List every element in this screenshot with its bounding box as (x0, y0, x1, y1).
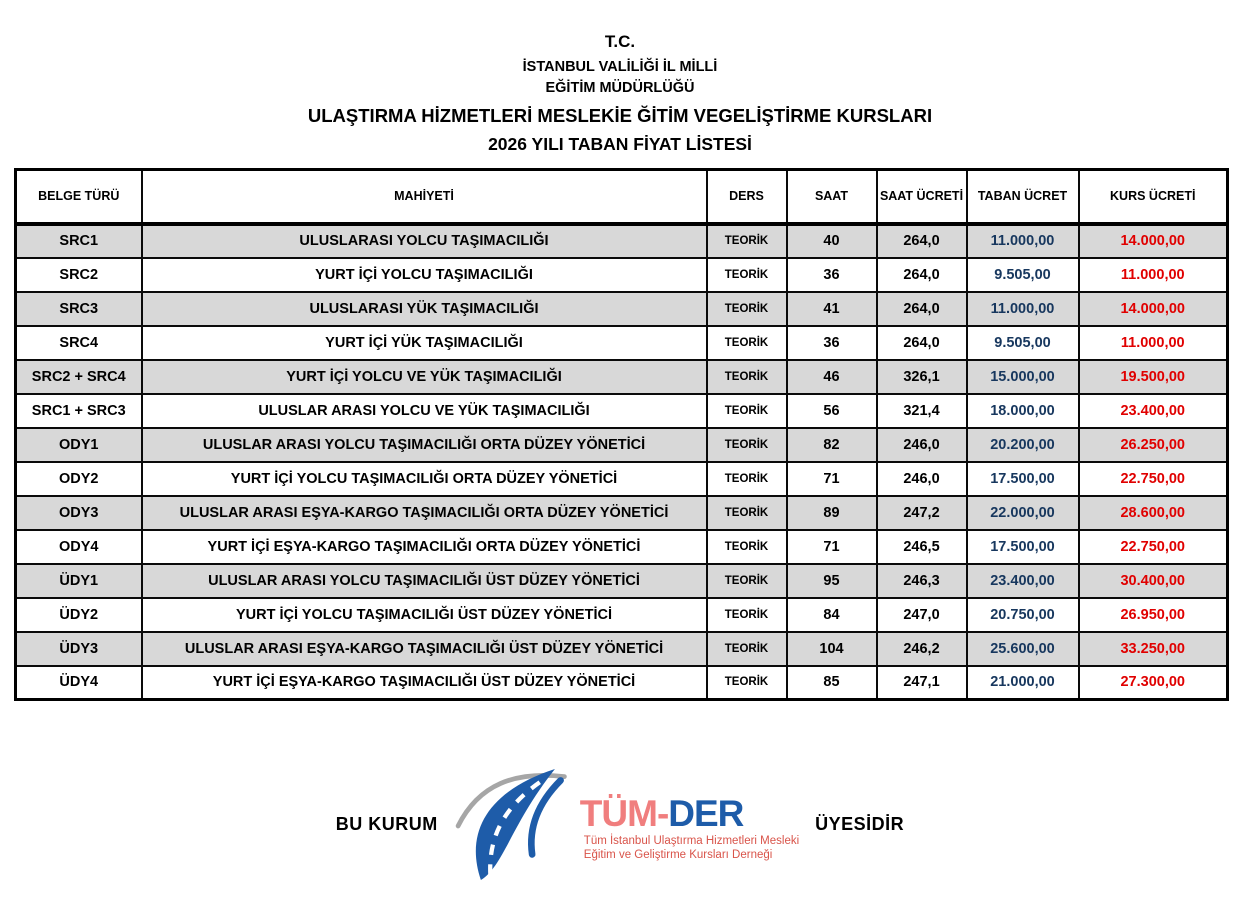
cell-saat: 95 (787, 564, 877, 598)
table-row-SRC1 (16, 224, 1228, 258)
cell-ders: TEORİK (707, 326, 787, 360)
cell-belge: SRC1 (16, 224, 142, 258)
cell-belge: SRC1 + SRC3 (16, 394, 142, 428)
cell-belge: ODY4 (16, 530, 142, 564)
cell-mahiyet: YURT İÇİ YOLCU VE YÜK TAŞIMACILIĞI (142, 360, 707, 394)
cell-belge: ÜDY3 (16, 632, 142, 666)
table-row-ODY4 (16, 530, 1228, 564)
cell-belge: ÜDY4 (16, 666, 142, 700)
table-row-SRC4 (16, 326, 1228, 360)
cell-kurs: 22.750,00 (1079, 530, 1228, 564)
cell-kurs: 30.400,00 (1079, 564, 1228, 598)
cell-taban: 25.600,00 (967, 632, 1079, 666)
cell-saat: 40 (787, 224, 877, 258)
cell-ders: TEORİK (707, 224, 787, 258)
cell-ders: TEORİK (707, 564, 787, 598)
curved-road-icon (454, 769, 578, 881)
cell-belge: SRC4 (16, 326, 142, 360)
cell-mahiyet: YURT İÇİ YOLCU TAŞIMACILIĞI ÜST DÜZEY YÖNETİCİ (142, 598, 707, 632)
cell-saat-ucreti: 247,0 (877, 598, 967, 632)
cell-kurs: 27.300,00 (1079, 666, 1228, 700)
column-header-2: DERS (707, 170, 787, 224)
cell-saat: 84 (787, 598, 877, 632)
table-row-ÜDY2 (16, 598, 1228, 632)
cell-saat-ucreti: 246,5 (877, 530, 967, 564)
cell-saat-ucreti: 264,0 (877, 326, 967, 360)
table-row-SRC2+SRC4 (16, 360, 1228, 394)
tumder-logo (454, 769, 799, 881)
cell-saat: 46 (787, 360, 877, 394)
cell-mahiyet: YURT İÇİ EŞYA-KARGO TAŞIMACILIĞI ORTA DÜZEY YÖNETİCİ (142, 530, 707, 564)
membership-footer (0, 762, 1240, 887)
heading-tc: T.C. (604, 32, 636, 51)
cell-taban: 17.500,00 (967, 530, 1079, 564)
cell-saat-ucreti: 247,1 (877, 666, 967, 700)
cell-taban: 20.200,00 (967, 428, 1079, 462)
tumder-subtitle (584, 834, 799, 863)
cell-ders: TEORİK (707, 496, 787, 530)
cell-kurs: 19.500,00 (1079, 360, 1228, 394)
cell-kurs: 14.000,00 (1079, 224, 1228, 258)
column-header-1: MAHİYETİ (142, 170, 707, 224)
cell-mahiyet: ULUSLAR ARASI YOLCU TAŞIMACILIĞI ORTA DÜZEY YÖNETİCİ (142, 428, 707, 462)
cell-saat-ucreti: 264,0 (877, 258, 967, 292)
brand-part-tum: TÜM- (579, 792, 669, 834)
cell-mahiyet: ULUSLARASI YÜK TAŞIMACILIĞI (142, 292, 707, 326)
cell-saat: 41 (787, 292, 877, 326)
cell-kurs: 11.000,00 (1079, 258, 1228, 292)
brand-part-der: DER (668, 792, 744, 834)
cell-saat-ucreti: 246,2 (877, 632, 967, 666)
cell-belge: ÜDY2 (16, 598, 142, 632)
heading-valilik: İSTANBUL VALİLİĞİ İL MİLLİ (522, 58, 718, 75)
tumder-brand (579, 792, 799, 834)
cell-belge: ODY3 (16, 496, 142, 530)
column-header-6: KURS ÜCRETİ (1079, 170, 1228, 224)
cell-kurs: 11.000,00 (1079, 326, 1228, 360)
cell-kurs: 28.600,00 (1079, 496, 1228, 530)
cell-saat: 89 (787, 496, 877, 530)
cell-taban: 11.000,00 (967, 292, 1079, 326)
table-row-SRC1+SRC3 (16, 394, 1228, 428)
cell-belge: SRC3 (16, 292, 142, 326)
cell-mahiyet: YURT İÇİ YÜK TAŞIMACILIĞI (142, 326, 707, 360)
cell-saat-ucreti: 247,2 (877, 496, 967, 530)
cell-saat: 104 (787, 632, 877, 666)
price-table (14, 168, 1229, 701)
cell-taban: 18.000,00 (967, 394, 1079, 428)
cell-ders: TEORİK (707, 530, 787, 564)
column-header-5: TABAN ÜCRET (967, 170, 1079, 224)
cell-saat: 36 (787, 326, 877, 360)
table-row-SRC2 (16, 258, 1228, 292)
table-row-ODY3 (16, 496, 1228, 530)
cell-ders: TEORİK (707, 292, 787, 326)
cell-mahiyet: ULUSLAR ARASI YOLCU VE YÜK TAŞIMACILIĞI (142, 394, 707, 428)
cell-ders: TEORİK (707, 428, 787, 462)
cell-belge: ODY1 (16, 428, 142, 462)
tumder-subtitle-line1: Tüm İstanbul Ulaştırma Hizmetleri Mesleki (583, 834, 800, 847)
cell-kurs: 26.250,00 (1079, 428, 1228, 462)
cell-saat: 71 (787, 462, 877, 496)
column-header-0: BELGE TÜRÜ (16, 170, 142, 224)
cell-kurs: 14.000,00 (1079, 292, 1228, 326)
cell-belge: SRC2 (16, 258, 142, 292)
cell-ders: TEORİK (707, 666, 787, 700)
price-table-body (16, 224, 1228, 700)
tumder-subtitle-line2: Eğitim ve Geliştirme Kursları Derneği (583, 849, 773, 861)
heading-fiyat-title: 2026 YILI TABAN FİYAT LİSTESİ (488, 134, 752, 155)
cell-saat: 82 (787, 428, 877, 462)
bu-kurum-label: BU KURUM (335, 814, 438, 834)
table-row-ÜDY4 (16, 666, 1228, 700)
cell-taban: 9.505,00 (967, 326, 1079, 360)
table-header-row (16, 170, 1228, 224)
cell-taban: 17.500,00 (967, 462, 1079, 496)
cell-taban: 20.750,00 (967, 598, 1079, 632)
cell-taban: 15.000,00 (967, 360, 1079, 394)
table-row-ÜDY1 (16, 564, 1228, 598)
cell-ders: TEORİK (707, 632, 787, 666)
table-row-SRC3 (16, 292, 1228, 326)
cell-saat-ucreti: 246,3 (877, 564, 967, 598)
cell-saat-ucreti: 326,1 (877, 360, 967, 394)
column-header-4: SAAT ÜCRETİ (877, 170, 967, 224)
cell-saat: 85 (787, 666, 877, 700)
uyesidir-label: ÜYESİDİR (815, 814, 905, 834)
cell-taban: 9.505,00 (967, 258, 1079, 292)
cell-saat-ucreti: 264,0 (877, 292, 967, 326)
cell-saat: 56 (787, 394, 877, 428)
tumder-logo-text (579, 792, 800, 863)
cell-ders: TEORİK (707, 360, 787, 394)
cell-belge: ODY2 (16, 462, 142, 496)
price-table-head (16, 170, 1228, 224)
cell-kurs: 23.400,00 (1079, 394, 1228, 428)
cell-mahiyet: ULUSLAR ARASI EŞYA-KARGO TAŞIMACILIĞI ORTA DÜZEY YÖNETİCİ (142, 496, 707, 530)
cell-mahiyet: YURT İÇİ EŞYA-KARGO TAŞIMACILIĞI ÜST DÜZEY YÖNETİCİ (142, 666, 707, 700)
cell-saat: 36 (787, 258, 877, 292)
cell-taban: 11.000,00 (967, 224, 1079, 258)
table-row-ODY2 (16, 462, 1228, 496)
cell-taban: 23.400,00 (967, 564, 1079, 598)
cell-saat: 71 (787, 530, 877, 564)
cell-kurs: 33.250,00 (1079, 632, 1228, 666)
cell-mahiyet: YURT İÇİ YOLCU TAŞIMACILIĞI ORTA DÜZEY YÖNETİCİ (142, 462, 707, 496)
cell-taban: 22.000,00 (967, 496, 1079, 530)
cell-taban: 21.000,00 (967, 666, 1079, 700)
cell-mahiyet: ULUSLAR ARASI EŞYA-KARGO TAŞIMACILIĞI ÜST DÜZEY YÖNETİCİ (142, 632, 707, 666)
cell-belge: ÜDY1 (16, 564, 142, 598)
cell-ders: TEORİK (707, 394, 787, 428)
column-header-3: SAAT (787, 170, 877, 224)
cell-ders: TEORİK (707, 598, 787, 632)
heading-mudurluk: EĞİTİM MÜDÜRLÜĞÜ (545, 80, 695, 97)
cell-saat-ucreti: 246,0 (877, 462, 967, 496)
cell-kurs: 22.750,00 (1079, 462, 1228, 496)
heading-kurs-title: ULAŞTIRMA HİZMETLERİ MESLEKİE ĞİTİM VEGELİŞTİRME KURSLARI (307, 104, 933, 126)
table-row-ÜDY3 (16, 632, 1228, 666)
cell-ders: TEORİK (707, 258, 787, 292)
cell-saat-ucreti: 264,0 (877, 224, 967, 258)
table-row-ODY1 (16, 428, 1228, 462)
price-table-container (14, 168, 1226, 701)
document-heading (0, 32, 1240, 154)
cell-belge: SRC2 + SRC4 (16, 360, 142, 394)
cell-mahiyet: ULUSLARASI YOLCU TAŞIMACILIĞI (142, 224, 707, 258)
cell-kurs: 26.950,00 (1079, 598, 1228, 632)
cell-mahiyet: YURT İÇİ YOLCU TAŞIMACILIĞI (142, 258, 707, 292)
cell-mahiyet: ULUSLAR ARASI YOLCU TAŞIMACILIĞI ÜST DÜZEY YÖNETİCİ (142, 564, 707, 598)
cell-saat-ucreti: 246,0 (877, 428, 967, 462)
cell-saat-ucreti: 321,4 (877, 394, 967, 428)
cell-ders: TEORİK (707, 462, 787, 496)
